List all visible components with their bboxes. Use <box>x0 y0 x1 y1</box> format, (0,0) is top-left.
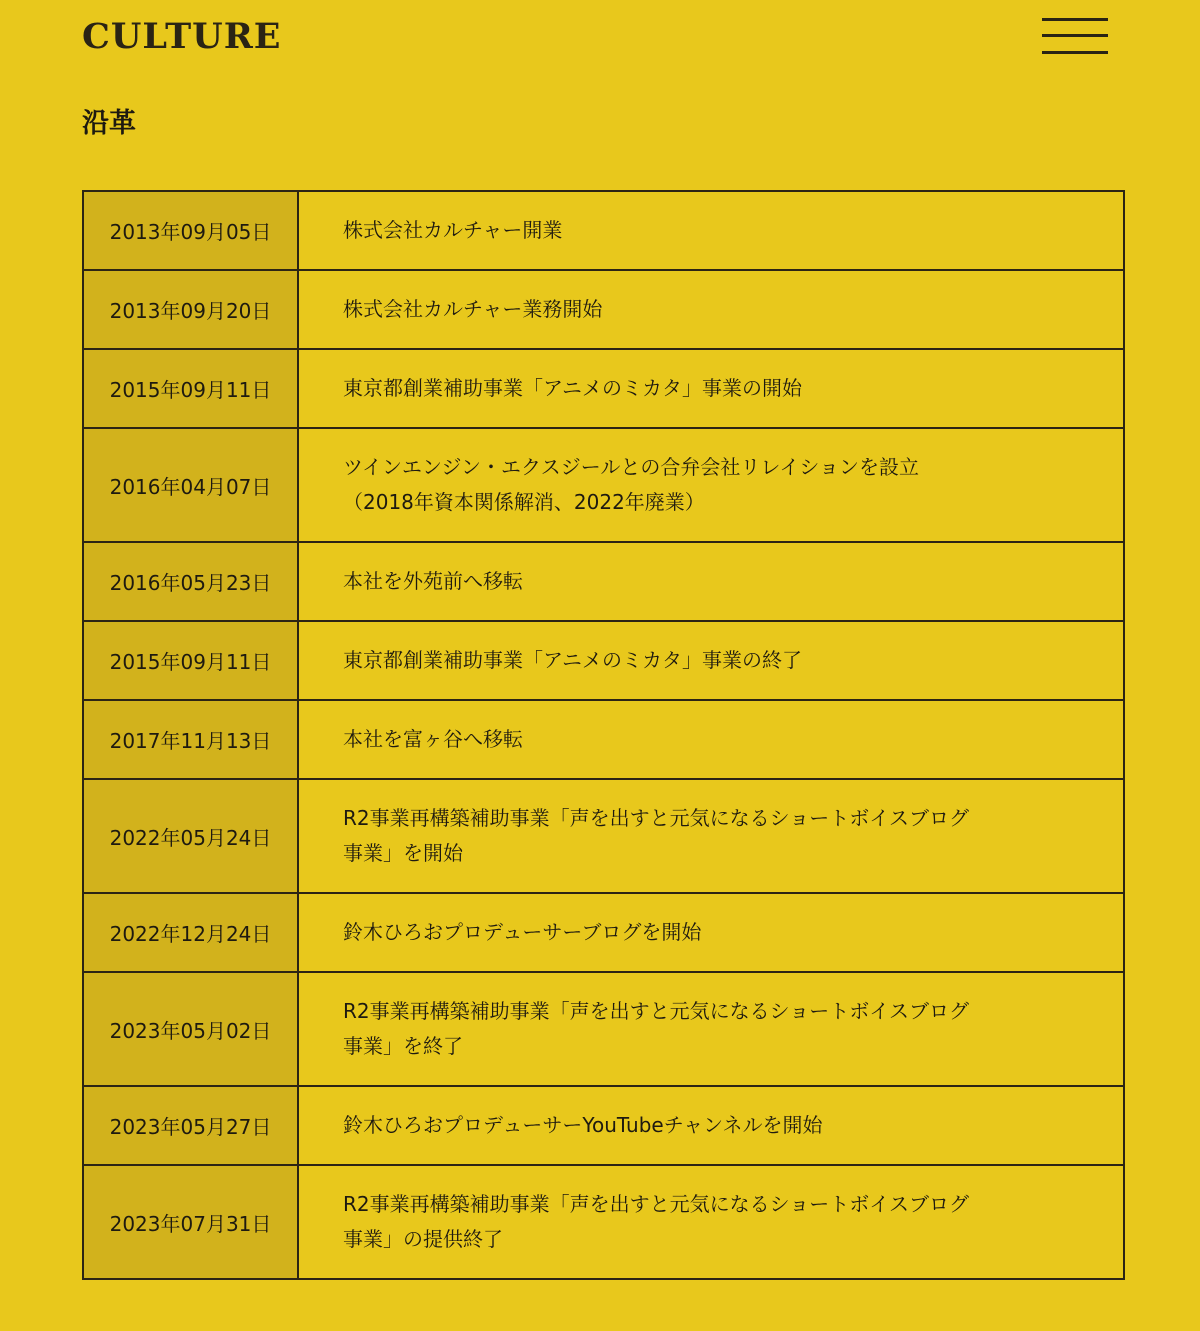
history-date: 2022年12月24日 <box>83 893 298 972</box>
site-logo[interactable]: CULTURE <box>82 16 282 57</box>
history-event <box>298 621 1124 700</box>
history-date: 2022年05月24日 <box>83 779 298 893</box>
history-event <box>298 191 1124 270</box>
menu-bar-top <box>1042 18 1108 21</box>
history-date: 2016年04月07日 <box>83 428 298 542</box>
history-event-line: 鈴木ひろおプロデューサーブログを開始 <box>343 920 702 944</box>
history-row <box>83 270 1124 349</box>
history-date: 2023年05月27日 <box>83 1086 298 1165</box>
history-event <box>298 428 1124 542</box>
history-table <box>82 190 1125 1280</box>
history-date: 2013年09月20日 <box>83 270 298 349</box>
history-event <box>298 270 1124 349</box>
history-event-line: R2事業再構築補助事業「声を出すと元気になるショートボイスブログ <box>343 806 970 830</box>
history-date: 2017年11月13日 <box>83 700 298 779</box>
history-event-line: R2事業再構築補助事業「声を出すと元気になるショートボイスブログ <box>343 1192 970 1216</box>
section-title: 沿革 <box>82 108 136 139</box>
history-row <box>83 621 1124 700</box>
menu-bar-bottom <box>1042 51 1108 54</box>
history-event <box>298 1165 1124 1279</box>
history-row <box>83 428 1124 542</box>
history-event <box>298 700 1124 779</box>
history-row <box>83 700 1124 779</box>
history-event-line: 東京都創業補助事業「アニメのミカタ」事業の終了 <box>343 648 802 672</box>
history-event-line: 事業」を終了 <box>343 1034 463 1058</box>
history-event-line: 事業」を開始 <box>343 841 463 865</box>
history-event <box>298 542 1124 621</box>
history-row <box>83 972 1124 1086</box>
history-event-line: 東京都創業補助事業「アニメのミカタ」事業の開始 <box>343 376 802 400</box>
history-date: 2016年05月23日 <box>83 542 298 621</box>
history-event <box>298 893 1124 972</box>
history-event-line: （2018年資本関係解消、2022年廃業） <box>343 490 705 514</box>
history-event-line: 株式会社カルチャー業務開始 <box>343 297 603 321</box>
history-event-line: 株式会社カルチャー開業 <box>343 218 563 242</box>
history-event-line: ツインエンジン・エクスジールとの合弁会社リレイションを設立 <box>343 455 919 479</box>
history-event-line: 鈴木ひろおプロデューサーYouTubeチャンネルを開始 <box>343 1113 823 1137</box>
history-row <box>83 1165 1124 1279</box>
history-event <box>298 349 1124 428</box>
history-event-line: R2事業再構築補助事業「声を出すと元気になるショートボイスブログ <box>343 999 970 1023</box>
history-row <box>83 1086 1124 1165</box>
history-event-line: 本社を外苑前へ移転 <box>343 569 523 593</box>
history-event-line: 事業」の提供終了 <box>343 1227 503 1251</box>
hamburger-menu-icon[interactable] <box>1042 18 1108 58</box>
history-event <box>298 972 1124 1086</box>
history-row <box>83 349 1124 428</box>
history-row <box>83 893 1124 972</box>
history-row <box>83 542 1124 621</box>
history-date: 2023年07月31日 <box>83 1165 298 1279</box>
history-event <box>298 1086 1124 1165</box>
history-row <box>83 191 1124 270</box>
menu-bar-middle <box>1042 34 1108 37</box>
history-event-line: 本社を富ヶ谷へ移転 <box>343 727 523 751</box>
history-date: 2013年09月05日 <box>83 191 298 270</box>
history-table-body <box>83 191 1124 1279</box>
history-event <box>298 779 1124 893</box>
history-date: 2015年09月11日 <box>83 621 298 700</box>
history-row <box>83 779 1124 893</box>
history-date: 2015年09月11日 <box>83 349 298 428</box>
history-date: 2023年05月02日 <box>83 972 298 1086</box>
